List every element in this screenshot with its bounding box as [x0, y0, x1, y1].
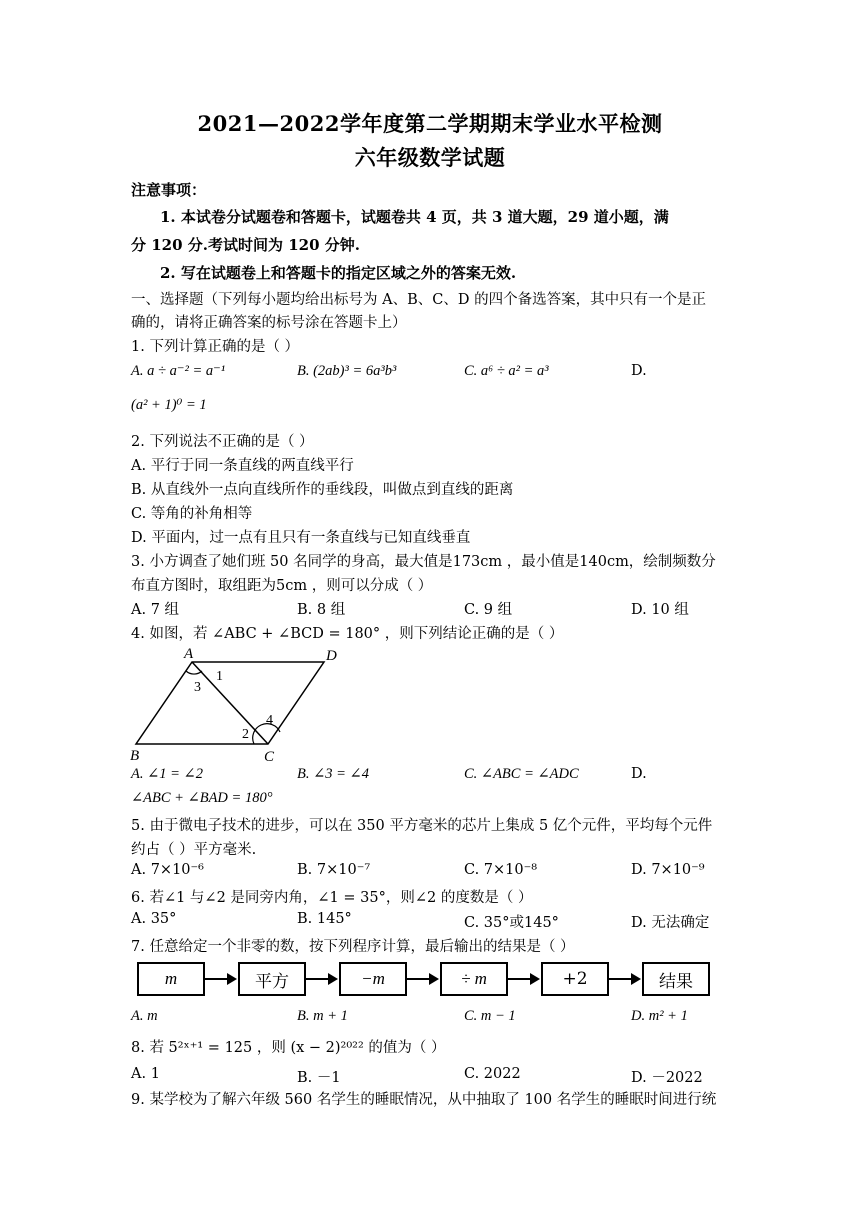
q1-option-d-expr: (a² + 1)⁰ = 1 [131, 397, 207, 413]
q1-option-d: D. [631, 363, 647, 379]
notice-heading: 注意事项： [131, 181, 207, 199]
notice-item-1: 1. 本试卷分试题卷和答题卡，试题卷共 4 页，共 3 道大题，29 道小题，满 [160, 208, 669, 226]
angle-label-3: 3 [194, 680, 201, 695]
notice-item-1-cont: 分 120 分.考试时间为 120 分钟. [131, 236, 360, 254]
question-1-stem: 1. 下列计算正确的是（ ） [131, 339, 300, 355]
question-3-stem-cont: 布直方图时，取组距为5cm ，则可以分成（ ） [131, 578, 433, 594]
flow-arrow-2 [306, 978, 336, 980]
question-2-stem: 2. 下列说法不正确的是（ ） [131, 434, 314, 450]
q5-option-b: B. 7×10⁻⁷ [297, 862, 371, 878]
question-9-stem: 9. 某学校为了解六年级 560 名学生的睡眠情况，从中抽取了 100 名学生的睡眠时间进行统 [131, 1092, 717, 1108]
flow-arrow-3 [407, 978, 437, 980]
question-5-stem-cont: 约占（ ）平方毫米. [131, 842, 257, 858]
exam-subtitle: 六年级数学试题 [354, 145, 506, 170]
flow-arrow-5 [609, 978, 639, 980]
q2-option-d: D. 平面内，过一点有且只有一条直线与已知直线垂直 [131, 530, 471, 546]
q8-option-d: D. －2022 [631, 1070, 703, 1086]
question-3-stem: 3. 小方调查了她们班 50 名同学的身高，最大值是173cm ，最小值是140cm，绘制频数分 [131, 554, 716, 570]
q6-option-c: C. 35°或145° [464, 915, 559, 931]
flow-box-square: 平方 [238, 962, 306, 996]
q2-option-c: C. 等角的补角相等 [131, 506, 253, 522]
q8-option-a: A. 1 [131, 1066, 160, 1082]
q4-option-b: B. ∠3 = ∠4 [297, 766, 369, 782]
q7-option-b: B. m + 1 [297, 1008, 348, 1024]
q8-option-c: C. 2022 [464, 1066, 521, 1082]
q3-option-b: B. 8 组 [297, 602, 346, 618]
question-6-stem: 6. 若∠1 与∠2 是同旁内角，∠1 = 35°，则∠2 的度数是（ ） [131, 890, 533, 906]
flow-box-minus-m: −m [339, 962, 407, 996]
section-heading-cont: 确的，请将正确答案的标号涂在答题卡上） [131, 315, 407, 331]
q1-option-a: A. a ÷ a⁻² = a⁻¹ [131, 363, 226, 379]
question-7-stem: 7. 任意给定一个非零的数，按下列程序计算，最后输出的结果是（ ） [131, 939, 575, 955]
angle-label-1: 1 [216, 669, 223, 684]
q4-option-d: D. [631, 766, 647, 782]
q2-option-a: A. 平行于同一条直线的两直线平行 [131, 458, 354, 474]
q6-option-d: D. 无法确定 [631, 915, 710, 931]
notice-item-2: 2. 写在试题卷上和答题卡的指定区域之外的答案无效. [160, 264, 517, 282]
q3-option-a: A. 7 组 [131, 602, 180, 618]
q6-option-b: B. 145° [297, 911, 352, 927]
q5-option-d: D. 7×10⁻⁹ [631, 862, 705, 878]
q5-option-a: A. 7×10⁻⁶ [131, 862, 204, 878]
exam-title: 2021—2022学年度第二学期期末学业水平检测 [197, 111, 663, 136]
vertex-label-d: D [326, 648, 337, 664]
q7-option-a: A. m [131, 1008, 158, 1024]
angle-label-4: 4 [266, 713, 273, 728]
q7-option-c: C. m − 1 [464, 1008, 516, 1024]
question-8-stem: 8. 若 5²ˣ⁺¹ = 125 ，则 (x − 2)²⁰²² 的值为（ ） [131, 1040, 446, 1056]
q3-option-d: D. 10 组 [631, 602, 689, 618]
section-heading: 一、选择题（下列每小题均给出标号为 A、B、C、D 的四个备选答案，其中只有一个是正 [131, 292, 707, 308]
vertex-label-b: B [130, 748, 140, 764]
q1-option-c: C. a⁶ ÷ a² = a³ [464, 363, 549, 379]
angle-arc-a [186, 671, 202, 674]
question-4-stem: 4. 如图，若 ∠ABC + ∠BCD = 180° ，则下列结论正确的是（ ） [131, 626, 564, 642]
question-5-stem: 5. 由于微电子技术的进步，可以在 350 平方毫米的芯片上集成 5 亿个元件，平均每个元件 [131, 818, 713, 834]
q7-option-d: D. m² + 1 [631, 1008, 688, 1024]
flow-box-plus-2: +2 [541, 962, 609, 996]
q4-option-a: A. ∠1 = ∠2 [131, 766, 203, 782]
q5-option-c: C. 7×10⁻⁸ [464, 862, 538, 878]
diagonal-ac [192, 662, 268, 744]
q6-option-a: A. 35° [131, 911, 177, 927]
q4-option-d-expr: ∠ABC + ∠BAD = 180° [131, 790, 273, 806]
flow-box-result: 结果 [642, 962, 710, 996]
q1-option-b: B. (2ab)³ = 6a³b³ [297, 363, 397, 379]
flow-box-divide-m: ÷ m [440, 962, 508, 996]
parallelogram-figure [128, 644, 358, 766]
q4-option-c: C. ∠ABC = ∠ADC [464, 766, 579, 782]
q8-option-b: B. －1 [297, 1070, 341, 1086]
q3-option-c: C. 9 组 [464, 602, 513, 618]
vertex-label-a: A [184, 646, 194, 662]
angle-label-2: 2 [242, 727, 249, 742]
q2-option-b: B. 从直线外一点向直线所作的垂线段，叫做点到直线的距离 [131, 482, 514, 498]
flow-box-input: m [137, 962, 205, 996]
vertex-label-c: C [264, 749, 275, 765]
flow-arrow-1 [205, 978, 235, 980]
flow-arrow-4 [508, 978, 538, 980]
